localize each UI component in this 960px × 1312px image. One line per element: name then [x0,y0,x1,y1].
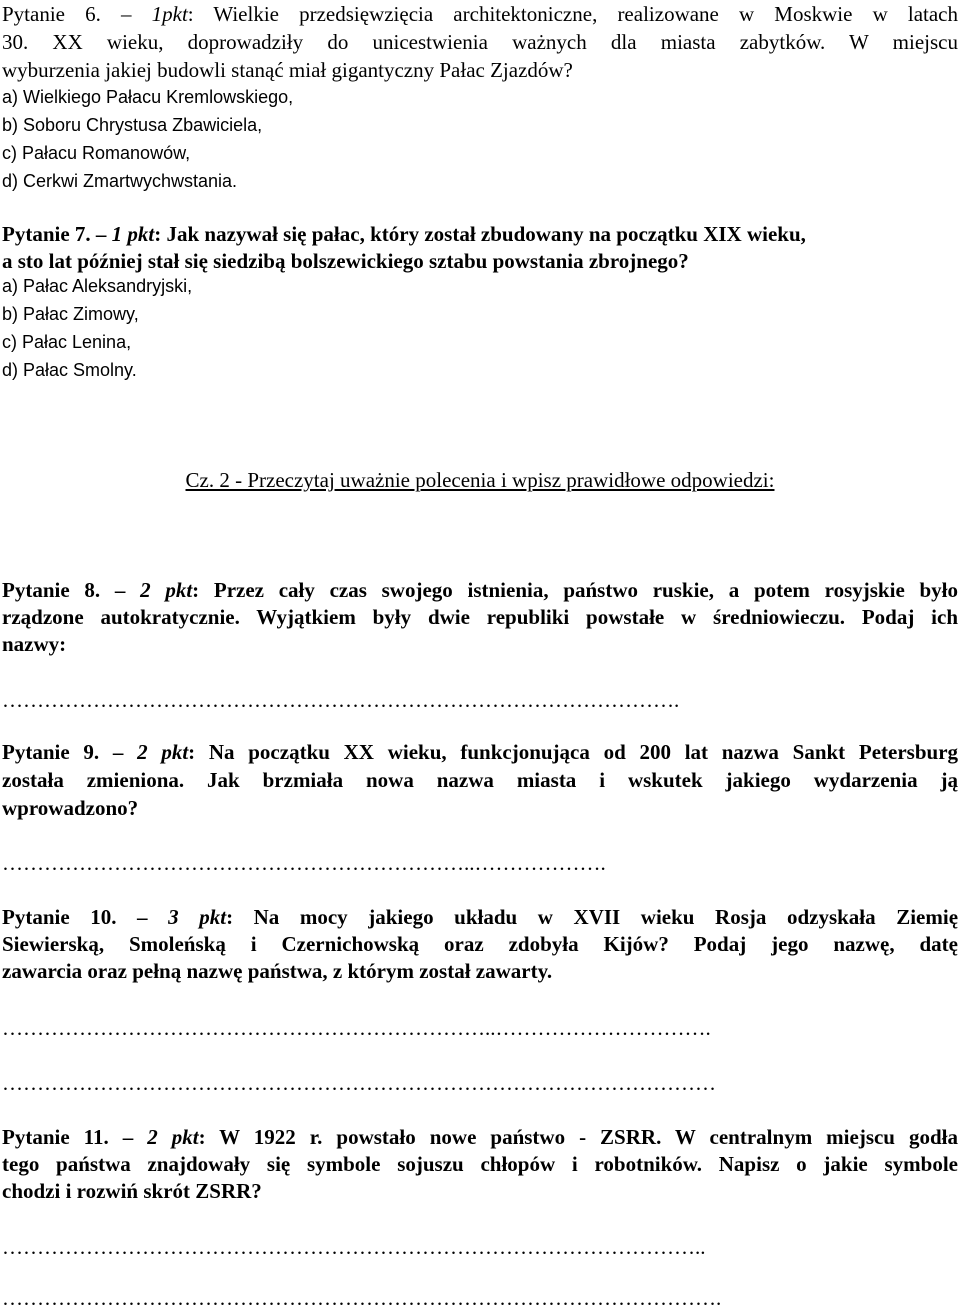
question-8-line-1 [2,576,958,604]
question-6-points: 1pkt [151,2,188,26]
question-7-option-c: c) Pałac Lenina, [2,332,132,352]
question-6-option-a: a) Wielkiego Pałacu Kremlowskiego, [2,87,294,107]
question-6-option-b: b) Soboru Chrystusa Zbawiciela, [2,115,263,135]
question-9-line-1 [2,738,958,766]
question-6-line-3: wyburzenia jakiej budowli stanąć miał gigantyczny Pałac Zjazdów? [2,58,573,82]
question-8-line-2: rządzone autokratycznie. Wyjątkiem były dwie republiki powstałe w średniowieczu. Podaj ich [2,605,958,629]
question-6-option-d: d) Cerkwi Zmartwychwstania. [2,171,238,191]
question-8-line-3: nazwy: [2,632,67,656]
question-6-line-2: 30. XX wieku, doprowadziły do unicestwienia ważnych dla miasta zabytków. W miejscu [2,30,958,54]
question-6-number: Pytanie 6. – [2,2,132,26]
question-11-points: 2 pkt [147,1125,199,1149]
question-7-option-b: b) Pałac Zimowy, [2,304,139,324]
question-10-answer-line-2[interactable]: ………………………………………………………………………………………… [2,1071,716,1095]
question-8-number: Pytanie 8. – [2,578,126,602]
question-9-answer-line[interactable]: …………………………………………………………..………………. [2,851,606,875]
question-11-line-3: chodzi i rozwiń skrót ZSRR? [2,1179,262,1203]
question-9-number: Pytanie 9. – [2,740,124,764]
question-7-text-1: : Jak nazywał się pałac, który został zbudowany na początku XIX wieku, [154,222,806,246]
question-10-line-3: zawarcia oraz pełną nazwę państwa, z którym został zawarty. [2,959,553,983]
question-6-option-c: c) Pałacu Romanowów, [2,143,191,163]
question-7-option-d: d) Pałac Smolny. [2,360,137,380]
question-10-line-1 [2,903,958,931]
question-8-points: 2 pkt [140,578,193,602]
question-9-line-3: wprowadzono? [2,796,139,820]
question-11-line-1 [2,1123,958,1151]
question-8-text-1: : Przez cały czas swojego istnienia, państwo ruskie, a potem rosyjskie było [192,578,959,602]
section-2-heading: Cz. 2 - Przeczytaj uważnie polecenia i wpisz prawidłowe odpowiedzi: [185,468,775,492]
question-7-number: Pytanie 7. – [2,222,107,246]
question-11-answer-line-2[interactable]: …………………………………………………………………………………………. [2,1286,722,1310]
question-6-line-1 [2,0,958,28]
question-11-text-1: : W 1922 r. powstało nowe państwo - ZSRR. W centralnym miejscu godła [198,1125,958,1149]
question-10-answer-line-1[interactable]: ……………………………………………………………..…………………………. [2,1016,711,1040]
question-10-points: 3 pkt [168,905,227,929]
question-10-text-1: : Na mocy jakiego układu w XVII wieku Rosja odzyskała Ziemię [226,905,959,929]
question-6-text-1: : Wielkie przedsięwzięcia architektoniczne, realizowane w Moskwie w latach [187,2,958,26]
question-10-number: Pytanie 10. – [2,905,148,929]
question-11-line-2: tego państwa znajdowały się symbole sojuszu chłopów i robotników. Napisz o jakie symbole [2,1152,958,1176]
question-8-answer-line[interactable]: ……………………………………………………………………………………. [2,688,680,712]
question-11-answer-line-1[interactable]: ……………………………………………………………………………………….. [2,1235,706,1259]
question-9-text-1: : Na początku XX wieku, funkcjonująca od 200 lat nazwa Sankt Petersburg [188,740,959,764]
question-10-line-2: Siewierską, Smoleńską i Czernichowską oraz zdobyła Kijów? Podaj jego nazwę, datę [2,932,958,956]
question-7-points: 1 pkt [111,222,155,246]
question-7-option-a: a) Pałac Aleksandryjski, [2,276,193,296]
question-9-line-2: została zmieniona. Jak brzmiała nowa nazwa miasta i wskutek jakiego wydarzenia ją [2,768,958,792]
question-7-line-1 [2,220,958,248]
question-7-line-2: a sto lat później stał się siedzibą bolszewickiego sztabu powstania zbrojnego? [2,249,689,273]
question-11-number: Pytanie 11. – [2,1125,134,1149]
question-9-points: 2 pkt [137,740,189,764]
